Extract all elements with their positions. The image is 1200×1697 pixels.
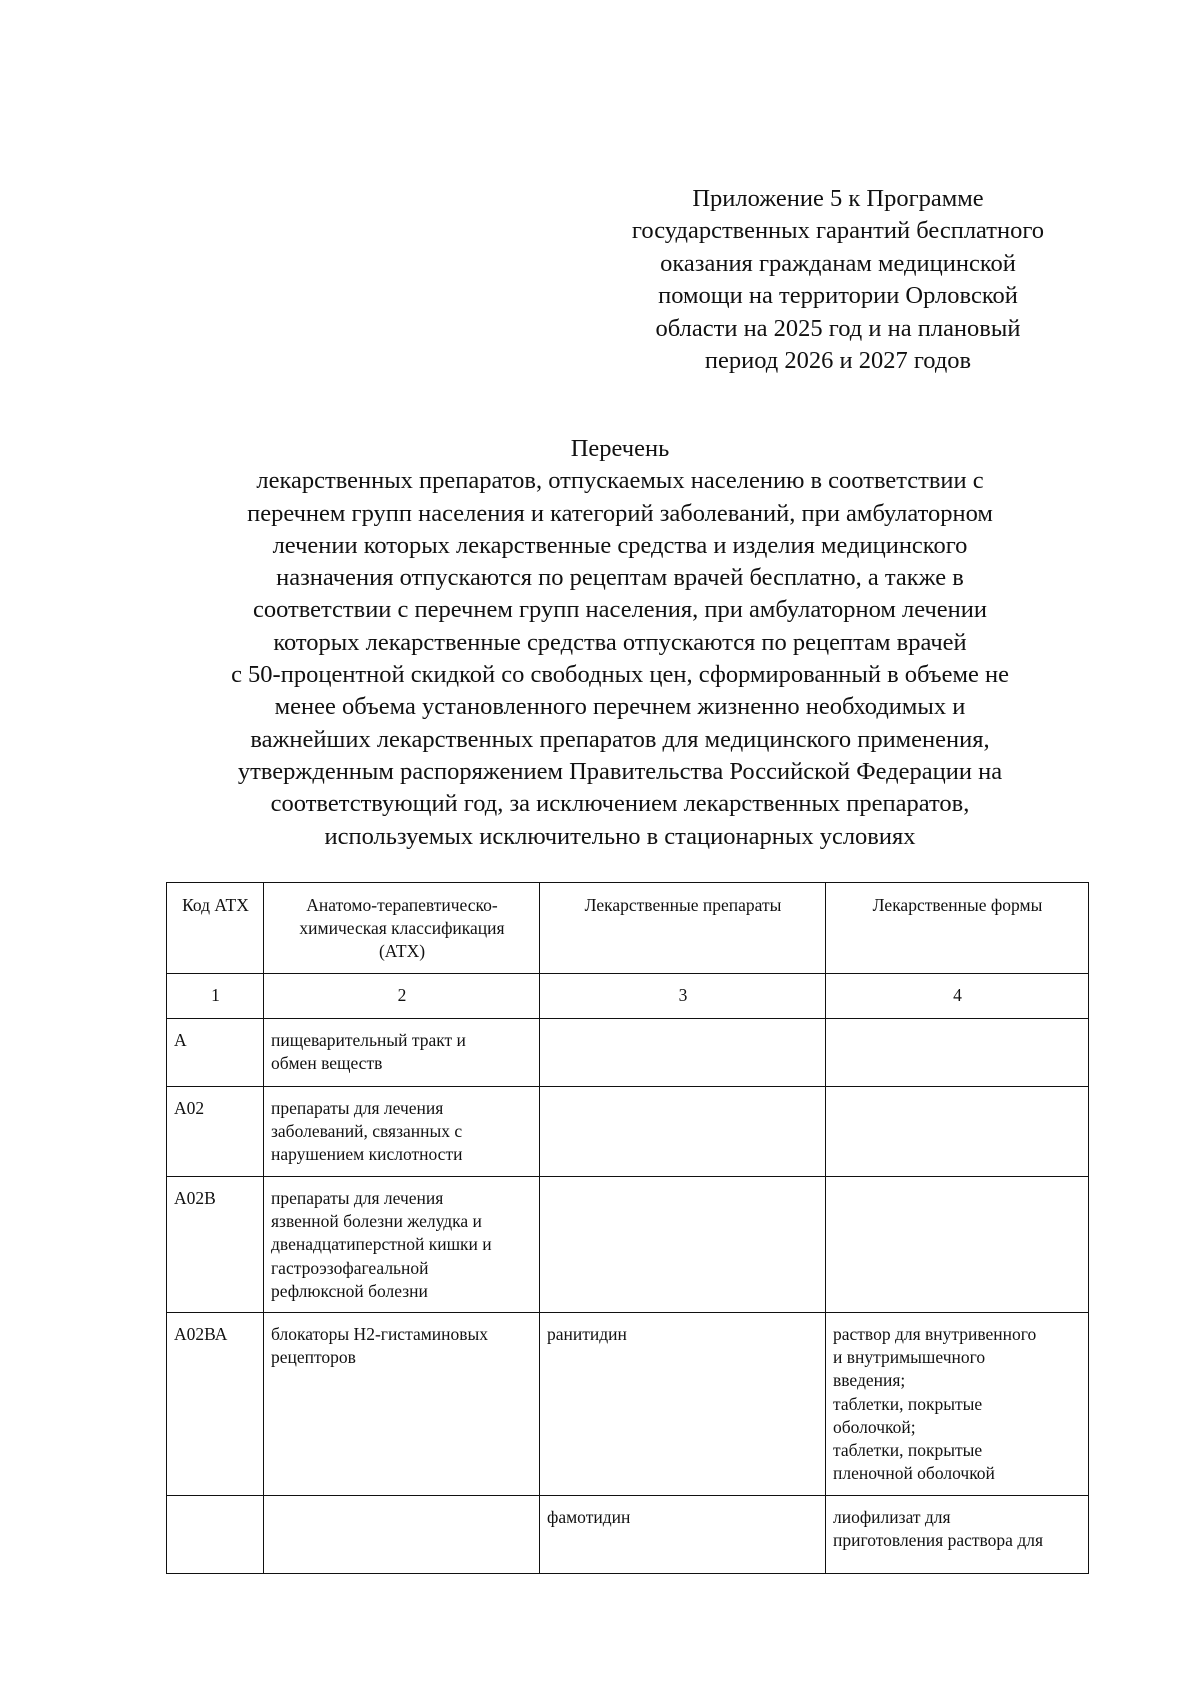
atc-classification: блокаторы Н2-гистаминовых рецепторов: [264, 1313, 540, 1496]
drug-name: ранитидин: [540, 1313, 826, 1496]
atc-code: А02: [167, 1087, 264, 1177]
header-classification: Анатомо-терапевтическо- химическая классификация (АТХ): [264, 883, 540, 974]
drug-name: [540, 1177, 826, 1313]
column-number-row: [167, 974, 1089, 1019]
atc-classification: препараты для лечения язвенной болезни желудка и двенадцатиперстной кишки и гастроэзофагеальной рефлюксной болезни: [264, 1177, 540, 1313]
drug-name: фамотидин: [540, 1496, 826, 1574]
drug-name: [540, 1087, 826, 1177]
appendix-line: государственных гарантий бесплатного: [631, 217, 1045, 245]
document-heading: [140, 433, 1100, 853]
dosage-forms: [826, 1087, 1089, 1177]
appendix-line: Приложение 5 к Программе: [692, 185, 984, 212]
atc-code: [167, 1496, 264, 1574]
drug-list-table: [166, 882, 1089, 1574]
dosage-forms: [826, 1019, 1089, 1087]
appendix-line: области на 2025 год и на плановый: [655, 314, 1021, 342]
drug-name: [540, 1019, 826, 1087]
atc-classification: [264, 1496, 540, 1574]
dosage-forms: лиофилизат для приготовления раствора для: [826, 1496, 1089, 1574]
dosage-forms: [826, 1177, 1089, 1313]
atc-code: А: [167, 1019, 264, 1087]
heading-line: важнейших лекарственных препаратов для медицинского применения,: [250, 725, 990, 753]
table-row: [167, 1177, 1089, 1313]
atc-classification: препараты для лечения заболеваний, связанных с нарушением кислотности: [264, 1087, 540, 1177]
heading-line: используемых исключительно в стационарных условиях: [324, 822, 916, 850]
atc-classification: пищеварительный тракт и обмен веществ: [264, 1019, 540, 1087]
table-row: [167, 1313, 1089, 1496]
heading-line: которых лекарственные средства отпускаются по рецептам врачей: [273, 628, 967, 656]
header-code: Код АТХ: [167, 883, 264, 974]
column-number: 3: [540, 974, 826, 1019]
document-title: Перечень: [570, 435, 670, 462]
column-number: 4: [826, 974, 1089, 1019]
appendix-line: период 2026 и 2027 годов: [704, 347, 972, 375]
dosage-forms: раствор для внутривенного и внутримышечного введения; таблетки, покрытые оболочкой; таблетки, покрытые пленочной оболочкой: [826, 1313, 1089, 1496]
column-number: 2: [264, 974, 540, 1019]
heading-line: лекарственных препаратов, отпускаемых населению в соответствии с: [256, 467, 984, 495]
heading-line: лечении которых лекарственные средства и изделия медицинского: [272, 531, 968, 559]
table-header-row: [167, 883, 1089, 974]
column-number: 1: [167, 974, 264, 1019]
atc-code: А02В: [167, 1177, 264, 1313]
heading-line: менее объема установленного перечнем жизненно необходимых и: [274, 693, 966, 721]
appendix-line: помощи на территории Орловской: [658, 282, 1018, 310]
heading-line: утвержденным распоряжением Правительства Российской Федерации на: [237, 757, 1003, 785]
heading-line: соответствующий год, за исключением лекарственных препаратов,: [270, 790, 970, 818]
table-row: [167, 1019, 1089, 1087]
header-forms: Лекарственные формы: [826, 883, 1089, 974]
header-drugs: Лекарственные препараты: [540, 883, 826, 974]
appendix-note: [583, 183, 1093, 377]
heading-line: соответствии с перечнем групп населения, при амбулаторном лечении: [252, 596, 988, 624]
heading-line: с 50-процентной скидкой со свободных цен, сформированный в объеме не: [231, 661, 1009, 689]
table-row: [167, 1087, 1089, 1177]
table-row: [167, 1496, 1089, 1574]
heading-line: перечнем групп населения и категорий заболеваний, при амбулаторном: [247, 499, 993, 527]
heading-line: назначения отпускаются по рецептам врачей бесплатно, а также в: [276, 564, 964, 592]
atc-code: А02ВА: [167, 1313, 264, 1496]
appendix-line: оказания гражданам медицинской: [660, 249, 1016, 277]
